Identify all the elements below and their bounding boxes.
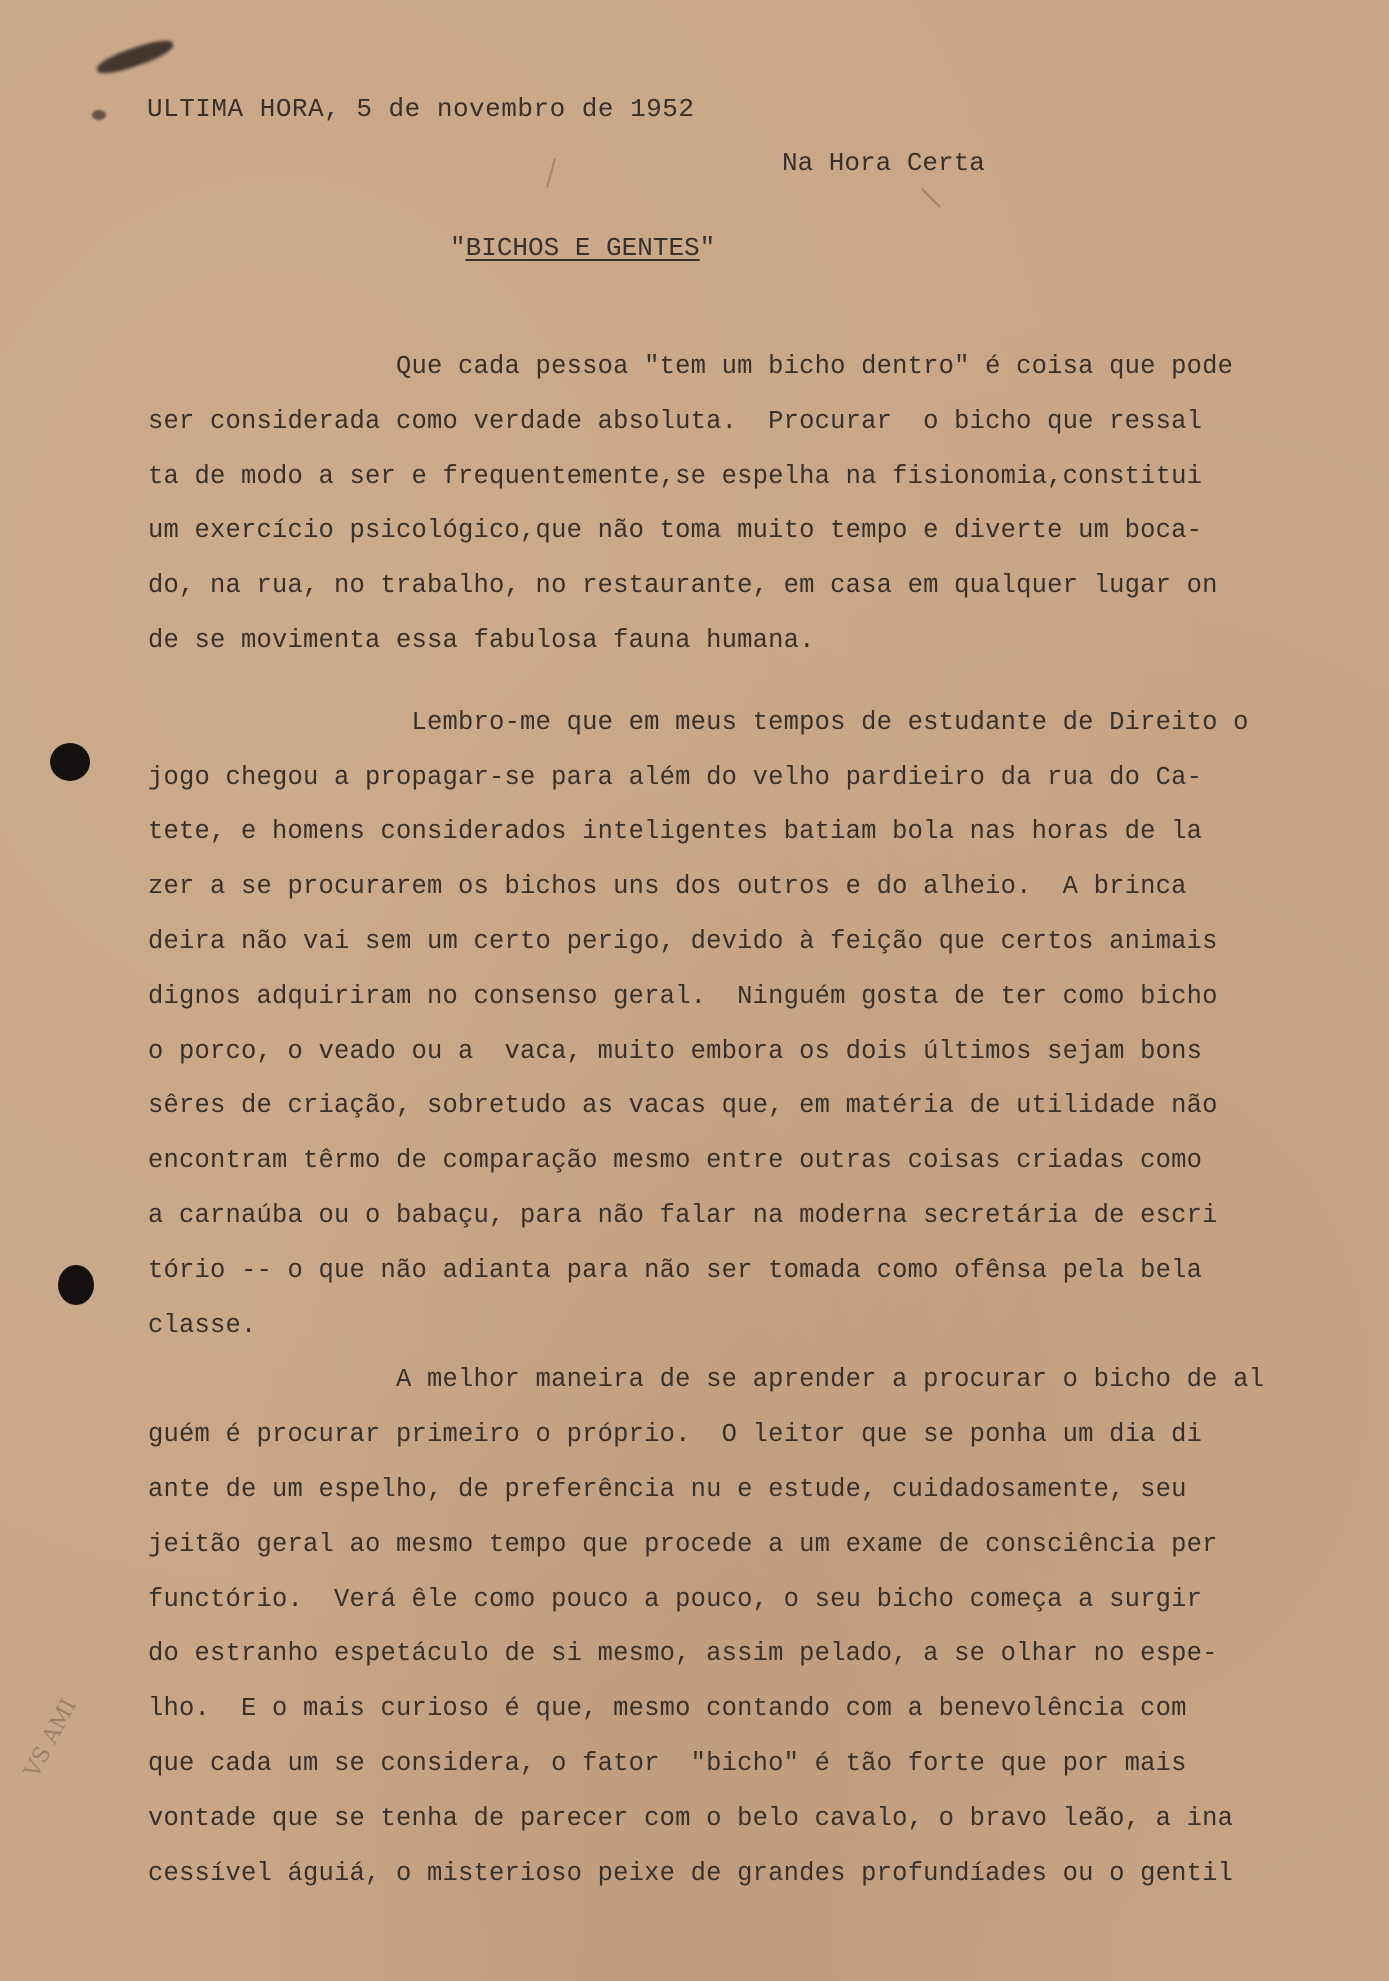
text-line: do, na rua, no trabalho, no restaurante, em casa em qualquer lugar on [148, 571, 1218, 601]
paragraph-3 [148, 1353, 1348, 1901]
ink-stain [94, 36, 176, 78]
text-line: tório -- o que não adianta para não ser tomada como ofênsa pela bela [148, 1255, 1203, 1285]
text-line: do estranho espetáculo de si mesmo, assim pelado, a se olhar no espe- [148, 1639, 1218, 1669]
paragraph-gap [148, 669, 1348, 696]
paragraph-1 [148, 340, 1348, 669]
title-quote-open: " [450, 233, 466, 263]
text-line: que cada um se considera, o fator "bicho" é tão forte que por mais [148, 1748, 1187, 1778]
article-body [148, 340, 1348, 1901]
text-line: de se movimenta essa fabulosa fauna humana. [148, 625, 815, 655]
text-line: A melhor maneira de se aprender a procurar o bicho de al [148, 1365, 1265, 1395]
text-line: ta de modo a ser e frequentemente,se espelha na fisionomia,constitui [148, 461, 1203, 491]
text-line: o porco, o veado ou a vaca, muito embora os dois últimos sejam bons [148, 1036, 1203, 1066]
text-line: functório. Verá êle como pouco a pouco, o seu bicho começa a surgir [148, 1584, 1203, 1614]
text-line: encontram têrmo de comparação mesmo entre outras coisas criadas como [148, 1146, 1203, 1176]
text-line: ser considerada como verdade absoluta. Procurar o bicho que ressal [148, 406, 1203, 436]
margin-pencil-note: VS AMI [20, 1694, 83, 1782]
text-line: classe. [148, 1310, 257, 1340]
ink-dot [92, 110, 106, 120]
title-text: BICHOS E GENTES [465, 233, 700, 263]
text-line: zer a se procurarem os bichos uns dos outros e do alheio. A brinca [148, 872, 1187, 902]
text-line: ante de um espelho, de preferência nu e estude, cuidadosamente, seu [148, 1474, 1187, 1504]
text-line: cessível águiá, o misterioso peixe de grandes profundíades ou o gentil [148, 1858, 1234, 1888]
text-line: guém é procurar primeiro o próprio. O leitor que se ponha um dia di [148, 1420, 1203, 1450]
text-line: dignos adquiriram no consenso geral. Ninguém gosta de ter como bicho [148, 981, 1218, 1011]
stray-pencil-mark [546, 158, 556, 187]
text-line: jeitão geral ao mesmo tempo que procede a um exame de consciência per [148, 1529, 1218, 1559]
punch-hole-bottom [58, 1265, 94, 1305]
column-name: Na Hora Certa [782, 148, 985, 178]
text-line: vontade que se tenha de parecer com o belo cavalo, o bravo leão, a ina [148, 1803, 1234, 1833]
text-line: a carnaúba ou o babaçu, para não falar na moderna secretária de escri [148, 1200, 1218, 1230]
stray-pencil-mark [921, 188, 941, 208]
newspaper-header: ULTIMA HORA, 5 de novembro de 1952 [147, 94, 695, 124]
text-line: lho. E o mais curioso é que, mesmo contando com a benevolência com [148, 1694, 1187, 1724]
text-line: Lembro-me que em meus tempos de estudante de Direito o [148, 707, 1249, 737]
paragraph-2 [148, 696, 1348, 1354]
text-line: tete, e homens considerados inteligentes batiam bola nas horas de la [148, 817, 1203, 847]
title-quote-close: " [699, 233, 716, 263]
text-line: Que cada pessoa "tem um bicho dentro" é coisa que pode [148, 352, 1234, 381]
text-line: um exercício psicológico,que não toma muito tempo e diverte um boca- [148, 516, 1203, 546]
punch-hole-top [50, 743, 90, 781]
text-line: sêres de criação, sobretudo as vacas que, em matéria de utilidade não [148, 1091, 1218, 1121]
article-title [450, 233, 715, 263]
text-line: jogo chegou a propagar-se para além do velho pardieiro da rua do Ca- [148, 762, 1203, 792]
text-line: deira não vai sem um certo perigo, devido à feição que certos animais [148, 926, 1218, 956]
